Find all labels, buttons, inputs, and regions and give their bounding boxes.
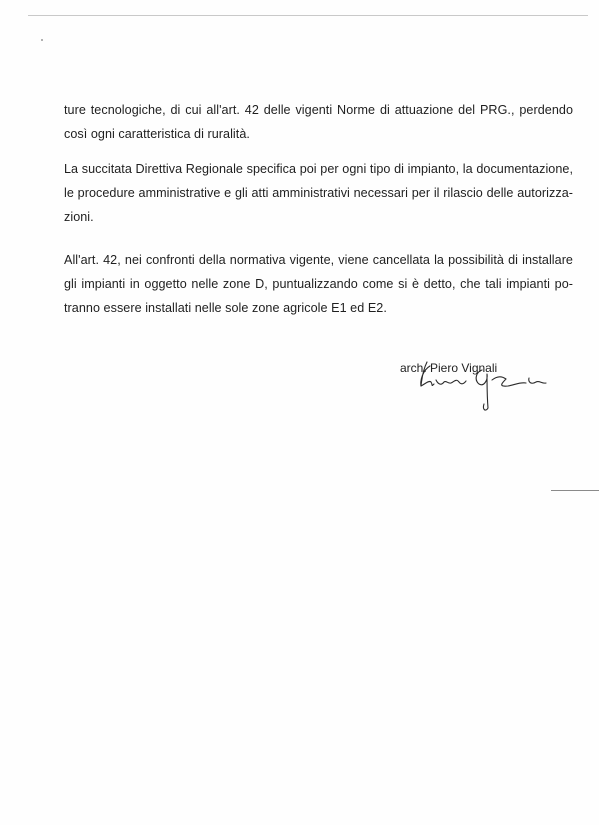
paragraph-rurality: ture tecnologiche, di cui all'art. 42 delle vigenti Norme di attuazione del PRG., perdendo così ogni caratteristica di ruralità. xyxy=(64,103,573,141)
scan-edge-line xyxy=(28,15,588,16)
signer-name: arch. Piero Vignali xyxy=(400,361,498,375)
paragraph-article-42: All'art. 42, nei confronti della normativa vigente, viene cancellata la possibilità di installare gli impianti in oggetto nelle zone D, puntualizzando come si è detto, che tali impianti po-tranno essere installati nelle sole zone agricole E1 ed E2. xyxy=(64,253,573,315)
scan-speck xyxy=(41,39,43,41)
signature-block xyxy=(400,358,560,418)
handwritten-signature xyxy=(400,358,560,418)
paragraph-regional-directive: La succitata Direttiva Regionale specifica poi per ogni tipo di impianto, la documentazione, le procedure amministrative e gli atti amministrativi necessari per il rilascio delle autorizza-zioni. xyxy=(64,162,573,224)
scan-margin-mark xyxy=(551,490,599,491)
